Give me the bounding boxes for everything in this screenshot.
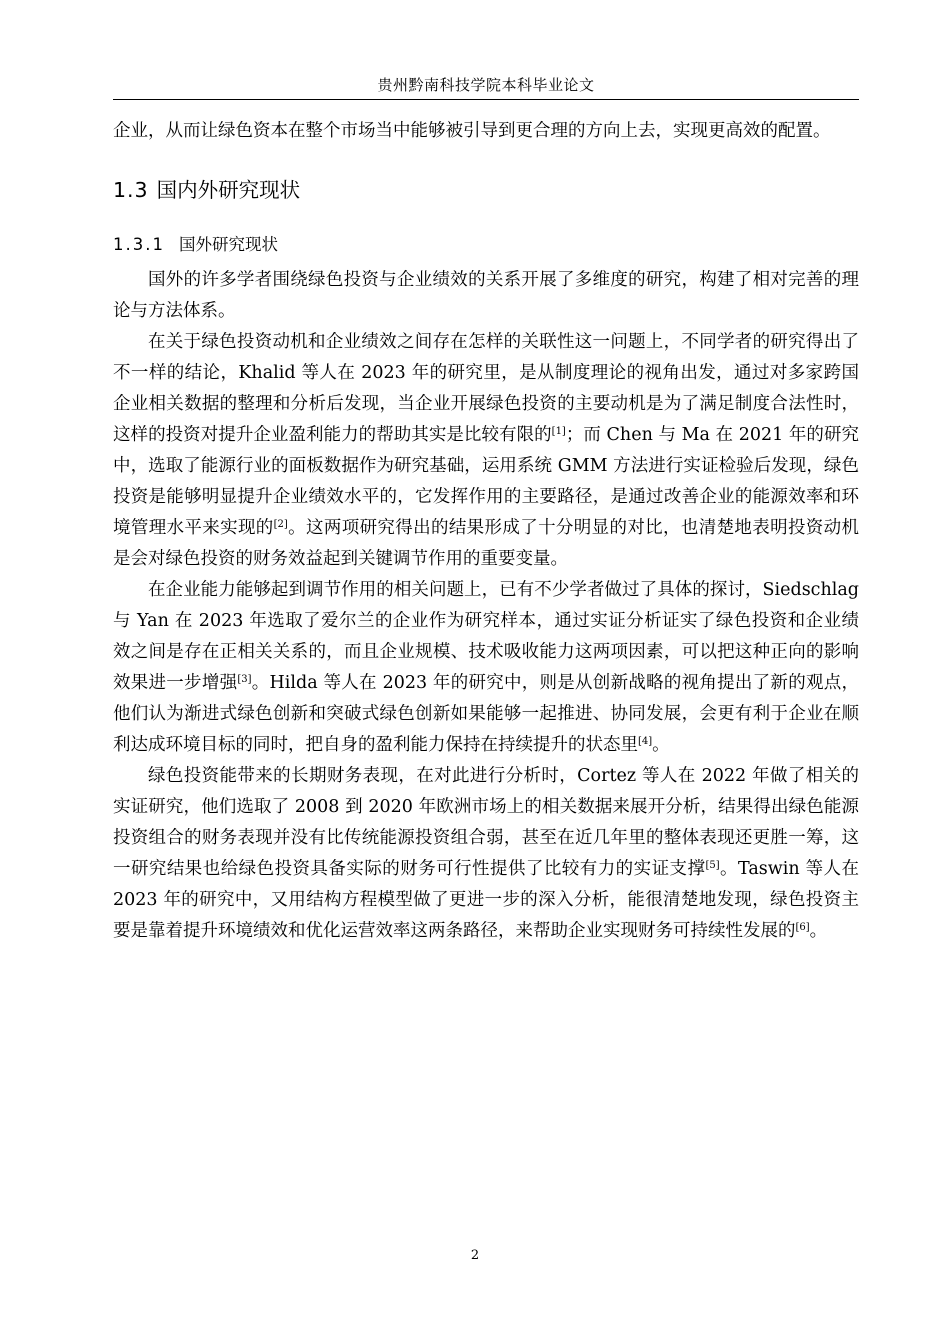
citation-marker: [3] <box>237 674 252 685</box>
text-segment: 。 <box>809 921 828 941</box>
text-segment: 绿色投资能带来的长期财务表现，在对此进行分析时，Cortez 等人在 2022 年做了相关的实证研究，他们选取了 2008 到 2020 年欧洲市场上的相关数据来展开分析，结果得出绿色能源投资组合的财务表现并没有比传统能源投资组合弱，甚至在近几年里的整体表现还更胜一筹，这一研究结果也给绿色投资具备实际的财务可行性提供了比较有力的实证支撑 <box>113 766 859 879</box>
body-paragraph-2 <box>113 327 859 575</box>
text-segment: 。这两项研究得出的结果形成了十分明显的对比，也清楚地表明投资动机是会对绿色投资的财务效益起到关键调节作用的重要变量。 <box>113 518 860 569</box>
citation-marker: [5] <box>705 860 720 871</box>
continuation-paragraph: 企业，从而让绿色资本在整个市场当中能够被引导到更合理的方向上去，实现更高效的配置。 <box>113 121 831 141</box>
subsection-title: 国外研究现状 <box>178 235 278 254</box>
section-number: 1.3 <box>113 178 149 202</box>
subsection-number: 1.3.1 <box>113 235 165 254</box>
citation-marker: [4] <box>638 736 653 747</box>
citation-marker: [6] <box>795 922 810 933</box>
text-segment: 。 <box>652 735 670 755</box>
header-rule <box>113 99 859 100</box>
page-content <box>113 116 859 947</box>
body-paragraph-1 <box>113 265 859 327</box>
body-paragraph-4 <box>113 761 859 947</box>
subsection-heading <box>113 231 859 259</box>
page-number: 2 <box>470 1248 480 1263</box>
text-segment: 在企业能力能够起到调节作用的相关问题上，已有不少学者做过了具体的探讨，Siedschlag 与 Yan 在 2023 年选取了爱尔兰的企业作为研究样本，通过实证分析证实了绿色投资和企业绩效之间是存在正相关关系的，而且企业规模、技术吸收能力这两项因素，可以把这种正向的影响效果进一步增强 <box>113 580 859 693</box>
text-segment: 。Hilda 等人在 2023 年的研究中，则是从创新战略的视角提出了新的观点，他们认为渐进式绿色创新和突破式绿色创新如果能够一起推进、协同发展，会更有利于企业在顺利达成环境目标的同时，把自身的盈利能力保持在持续提升的状态里 <box>113 673 859 755</box>
citation-marker: [1] <box>551 426 566 437</box>
section-title: 国内外研究现状 <box>156 178 301 202</box>
text-segment: 在关于绿色投资动机和企业绩效之间存在怎样的关联性这一问题上，不同学者的研究得出了不一样的结论，Khalid 等人在 2023 年的研究里，是从制度理论的视角出发，通过对多家跨国企业相关数据的整理和分析后发现，当企业开展绿色投资的主要动机是为了满足制度合法性时，这样的投资对提升企业盈利能力的帮助其实是比较有限的 <box>113 332 859 445</box>
running-header: 贵州黔南科技学院本科毕业论文 <box>377 76 595 94</box>
text-segment: ；而 Chen 与 Ma 在 2021 年的研究中，选取了能源行业的面板数据作为研究基础，运用系统 GMM 方法进行实证检验后发现，绿色投资是能够明显提升企业绩效水平的，它发挥作用的主要路径，是通过改善企业的能源效率和环境管理水平来实现的 <box>113 425 859 538</box>
section-heading <box>113 175 859 205</box>
text-segment: 。Taswin 等人在 2023 年的研究中，又用结构方程模型做了更进一步的深入分析，能很清楚地发现，绿色投资主要是靠着提升环境绩效和优化运营效率这两条路径，来帮助企业实现财务可持续性发展的 <box>113 859 860 941</box>
text-segment: 国外的许多学者围绕绿色投资与企业绩效的关系开展了多维度的研究，构建了相对完善的理论与方法体系。 <box>113 270 859 321</box>
citation-marker: [2] <box>273 519 288 530</box>
body-paragraph-3 <box>113 575 859 761</box>
